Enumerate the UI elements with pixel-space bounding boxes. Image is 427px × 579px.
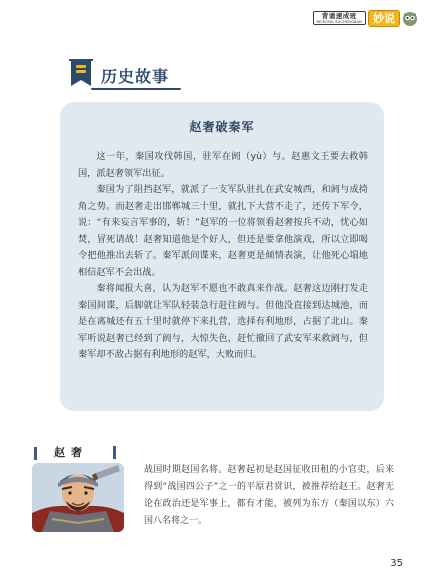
- deco-bar: [34, 447, 37, 460]
- portrait-illustration: [32, 463, 124, 532]
- section-flag-icon: [67, 58, 95, 92]
- person-description: [144, 462, 394, 530]
- person-description-text: 战国时期赵国名将。赵奢起初是赵国征收田租的小官吏，后来得到“战国四公子”之一的平原君赏识，被推荐给赵王。赵奢无论在政治还是军事上，都有才能，被列为东方（秦国以东）六国八名将之一。: [144, 465, 394, 526]
- section-underline: [91, 88, 181, 90]
- story-paragraph: 这一年，秦国攻伐韩国，驻军在阏（yù）与。赵惠文王要去救韩国，派赵奢领军出征。: [78, 151, 368, 179]
- brand-box: [313, 11, 366, 25]
- warrior-portrait-icon: [32, 463, 124, 532]
- brand-logo: [313, 6, 419, 30]
- story-paragraph: 秦将闻报大喜，认为赵军不愿也不敢真来作战。赵奢这边刚打发走秦国间谍，后脚就让军队轻装急行赶往阏与。但他没直接到达城池，而是在离城还有五十里时就停下来扎营，选择有利地形，占据了北山。秦军听说赵奢已经到了阏与，大惊失色，赶忙撤回了武安军来救阏与，但秦军却不敌占据有利地形的赵军，大败而归。: [78, 283, 368, 360]
- story-box: [60, 102, 384, 411]
- person-name: 赵奢: [54, 446, 88, 459]
- story-title: 赵奢破秦军: [189, 120, 255, 134]
- brand-subtitle: BEISONG SUCHENGBAN: [316, 19, 362, 24]
- owl-mascot-icon: [401, 9, 419, 27]
- story-body: [78, 149, 368, 364]
- brand-badge: 妙说: [368, 10, 400, 27]
- deco-bar: [113, 446, 116, 459]
- story-paragraph: 秦国为了阻挡赵军，就派了一支军队驻扎在武安城西，和阏与成掎角之势。而赵奢走出邯郸城三十里，就扎下大营不走了，还传下军令，说：“有来妄言军事的，斩！”赵军的一位将领看赵奢按兵不动，忧心如焚，冒死请战！赵奢知道他是个好人，但还是要拿他演戏，所以立即喝令把他推出去斩了。秦军派间谍来，赵奢更是倾情表演，让他死心塌地相信赵军不会出战。: [78, 184, 368, 278]
- brand-title: 背诵速成班: [321, 12, 357, 20]
- person-deco-left: [34, 446, 37, 460]
- section-title: 历史故事: [101, 67, 170, 86]
- page-number: 35: [390, 558, 403, 569]
